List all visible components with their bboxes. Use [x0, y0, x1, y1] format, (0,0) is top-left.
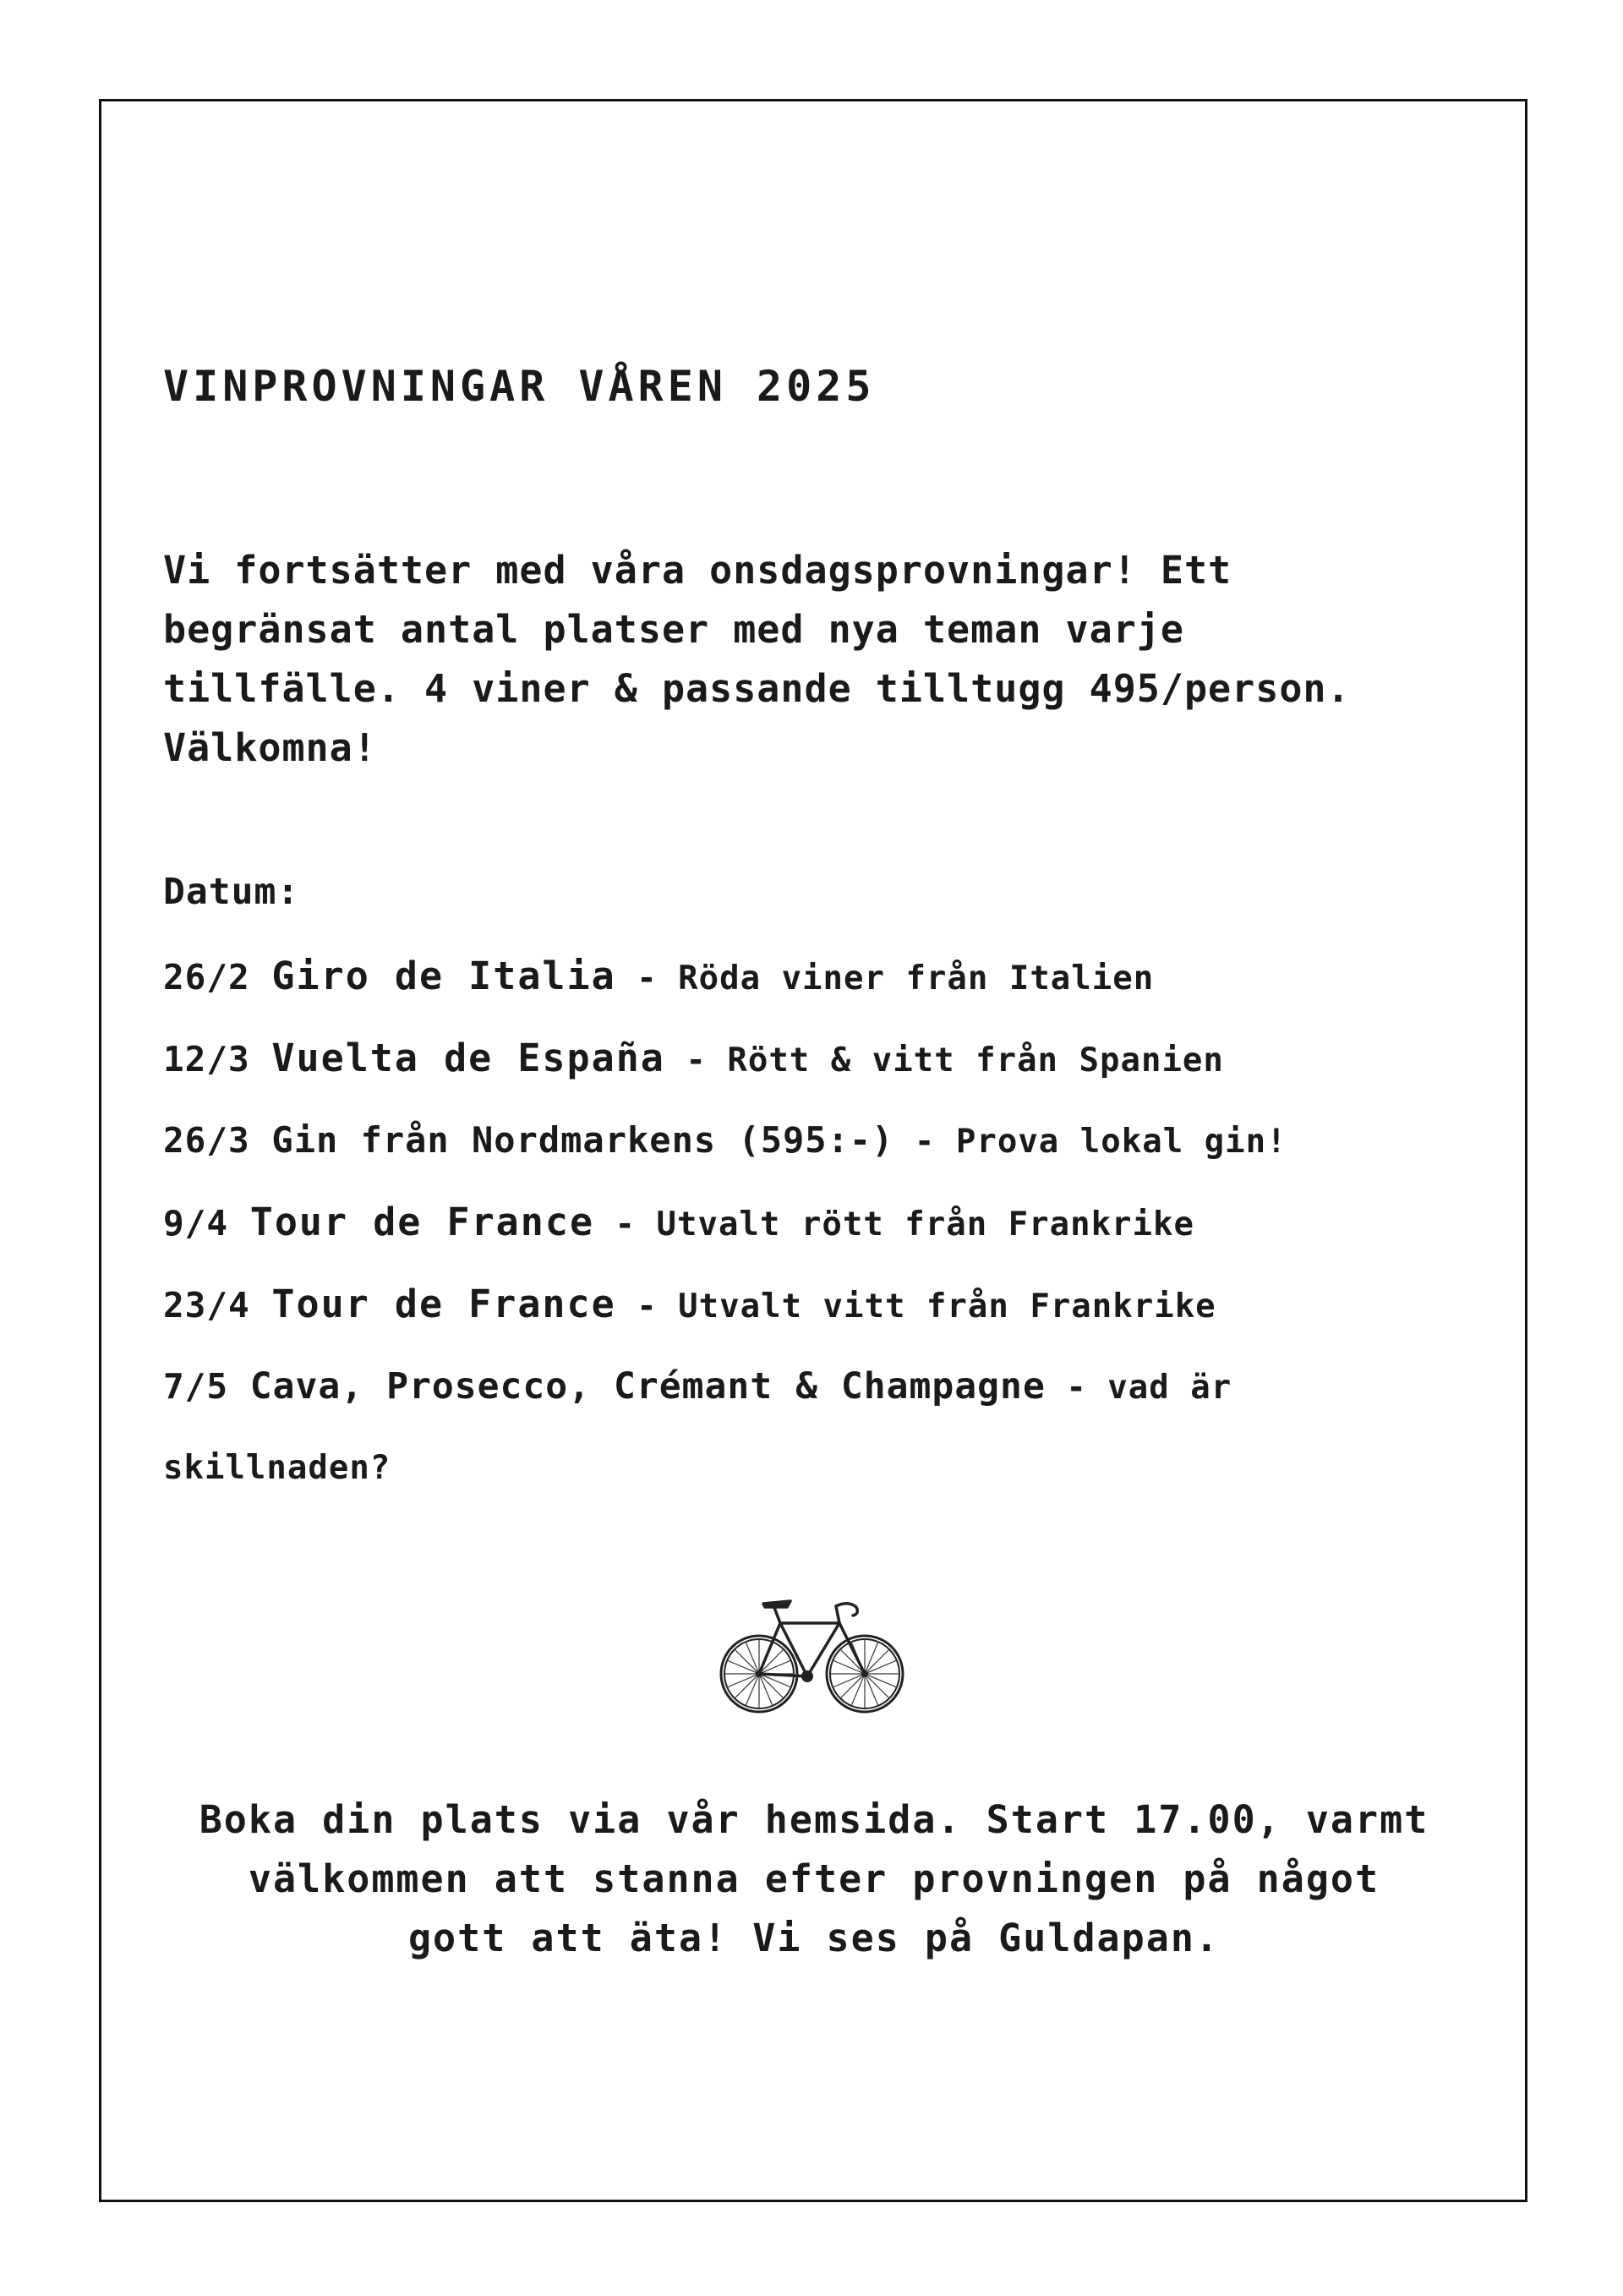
- event-description: vad är: [1107, 1369, 1232, 1407]
- event-separator: -: [1045, 1369, 1108, 1407]
- event-title: Cava, Prosecco, Crémant & Champagne: [249, 1365, 1046, 1408]
- event-title: Vuelta de España: [271, 1036, 665, 1080]
- footer-line: Boka din plats via vår hemsida. Start 17.00, varmt: [199, 1797, 1429, 1842]
- intro-line: begränsat antal platser med nya teman varje: [163, 607, 1184, 652]
- event-description: Utvalt vitt från Frankrike: [678, 1287, 1216, 1326]
- event-date: 7/5: [163, 1366, 250, 1407]
- event-date: 26/2: [163, 957, 272, 998]
- event-item: [163, 1279, 1482, 1361]
- footer-paragraph: [163, 1790, 1465, 1968]
- event-title: Gin från Nordmarkens (595:-): [271, 1119, 894, 1161]
- event-description: Röda viner från Italien: [678, 959, 1155, 998]
- intro-line: Välkomna!: [163, 725, 377, 770]
- bicycle-icon: [713, 1594, 911, 1716]
- event-item: [163, 1033, 1482, 1115]
- event-item-continuation: [163, 1443, 1482, 1525]
- dates-heading: Datum:: [163, 871, 300, 913]
- event-item: [163, 951, 1482, 1033]
- footer-line: välkommen att stanna efter provningen på något: [248, 1856, 1380, 1901]
- event-title: Tour de France: [271, 1282, 616, 1326]
- event-item: [163, 1115, 1482, 1197]
- event-separator: -: [893, 1123, 956, 1161]
- event-separator: -: [594, 1205, 657, 1244]
- event-description: Rött & vitt från Spanien: [727, 1041, 1224, 1080]
- event-date: 12/3: [163, 1039, 272, 1080]
- event-date: 9/4: [163, 1203, 250, 1244]
- event-separator: -: [615, 1287, 679, 1326]
- event-date: 23/4: [163, 1285, 272, 1326]
- intro-paragraph: [163, 541, 1482, 778]
- event-description: Utvalt rött från Frankrike: [656, 1205, 1194, 1244]
- event-description: Prova lokal gin!: [955, 1123, 1287, 1161]
- intro-line: tillfälle. 4 viner & passande tilltugg 495/person.: [163, 666, 1351, 711]
- event-description-continued: skillnaden?: [163, 1449, 391, 1487]
- event-item: [163, 1197, 1482, 1279]
- event-item: [163, 1361, 1482, 1443]
- event-title: Tour de France: [249, 1200, 595, 1244]
- footer-line: gott att äta! Vi ses på Guldapan.: [407, 1916, 1221, 1960]
- event-separator: -: [664, 1041, 728, 1080]
- event-title: Giro de Italia: [271, 954, 616, 998]
- page-title: VINPROVNINGAR VÅREN 2025: [163, 362, 876, 411]
- event-separator: -: [615, 959, 679, 998]
- event-date: 26/3: [163, 1120, 272, 1161]
- event-list: [163, 951, 1482, 1525]
- intro-line: Vi fortsätter med våra onsdagsprovningar! Ett: [163, 548, 1232, 593]
